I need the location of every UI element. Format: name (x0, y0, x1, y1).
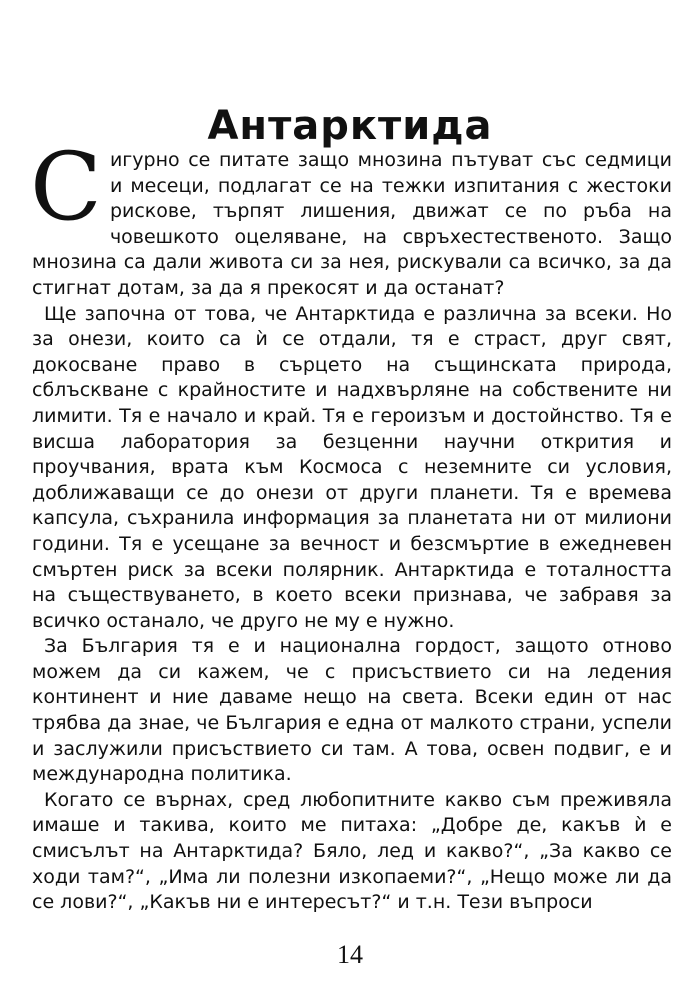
paragraph-2: Ще започна от това, че Антарктида е различна за всеки. Но за онези, които са ѝ се отдали, тя е страст, друг свят, докосване право в сърцето на същинската природа, сблъскване с крайностите и надхвърляне на собствените ни лимити. Тя е начало и край. Тя е героизъм и достойнство. Тя е висша лаборатория за безценни научни открития и проучвания, врата към Космоса с неземните си условия, доближаващи се до онези от други планети. Тя е времева капсула, съхранила информация за планетата ни от милиони години. Тя е усещане за вечност и безсмъртие в ежедневен смъртен риск за всеки полярник. Антарктида е тоталността на съществуването, в което всеки признава, че забравя за всичко останало, че друго не му е нужно. (32, 302, 672, 632)
body-text (30, 133, 672, 916)
chapter-title: Антарктида (207, 102, 493, 149)
paragraph-4: Когато се върнах, сред любопитните какво съм преживяла имаше и такива, които ме питаха: „Добре де, какъв ѝ е смисълът на Антарктида? Бяло, лед и какво?“, „За какво се ходи там?“, „Има ли полезни изкопаеми?“, „Нещо може ли да се лови?“, „Какъв ни е интересът?“ и т.н. Тези въпроси (32, 788, 672, 914)
drop-cap: С (30, 133, 102, 242)
paragraph-text: игурно се питате защо мнозина пътуват със седмици и месеци, подлагат се на тежки изпитания с жестоки рискове, търпят лишения, движат се по ръба на човешкото оцеляване, на свръхестественото. Защо мнозина са дали живота си за нея, рискували са всичко, за да стигнат дотам, за да я прекосят и да останат? (32, 149, 672, 299)
paragraph-1 (30, 133, 672, 302)
paragraph-3: За България тя е и национална гордост, защото отново можем да си кажем, че с присъствието си на ледения континент и ние даваме нещо на света. Всеки един от нас трябва да знае, че България е една от малкото страни, успели и заслужили присъствието си там. А това, освен подвиг, е и международна политика. (32, 635, 672, 786)
page-number: 14 (337, 940, 363, 969)
